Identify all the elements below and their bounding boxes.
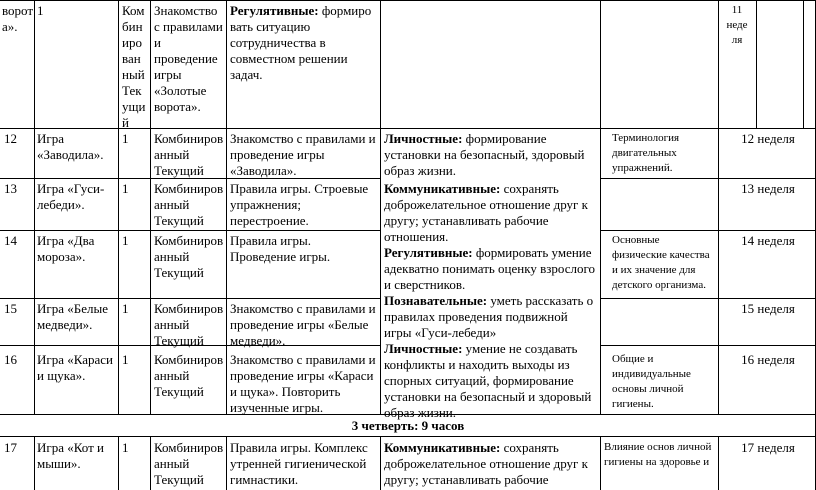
uud-text: формиро вать ситуацию сотрудничества в совместном решении задач. [230, 3, 372, 82]
week-cell: 14 неделя [741, 233, 795, 248]
table-row-divider [600, 298, 816, 299]
lesson-content-cell: Правила игры. Строевые упражнения; перестроение. [230, 181, 369, 228]
table-col-divider [600, 436, 601, 490]
uud-category-label: Коммуникативные: [384, 181, 501, 196]
table-row-divider [0, 436, 816, 437]
table-col-divider [600, 0, 601, 414]
table-col-divider [118, 0, 119, 414]
lesson-type-cell: Комбиниров анный Текущий [154, 440, 224, 487]
hours-cell: 1 [122, 301, 129, 316]
table-col-divider [803, 0, 804, 128]
knowledge-cell [604, 440, 716, 488]
week-cell: 12 неделя [741, 131, 795, 146]
lesson-number-cell: 15 [4, 301, 17, 316]
uud-text: сохранять доброжелательное отношение друг к другу; устанавливать рабочие [384, 440, 588, 487]
uud-text: уметь рассказать о правилах проведения подвижной игры «Гуси-лебеди» [384, 293, 594, 340]
lesson-name-cell: Игра «Два мороза». [37, 233, 95, 264]
week-cell: 11 неде ля [726, 4, 748, 46]
table-col-divider [226, 436, 227, 490]
uud-category-label: Личностные: [384, 131, 463, 146]
table-col-divider [150, 436, 151, 490]
lesson-type-cell: Ком бин иро ван ный Тек ущи й [122, 3, 146, 130]
table-row-divider [0, 230, 380, 231]
uud-cell [384, 181, 598, 421]
week-cell: 16 неделя [741, 352, 795, 367]
table-col-divider [150, 0, 151, 414]
week-cell: 15 неделя [741, 301, 795, 316]
table-row-divider [600, 345, 816, 346]
table-col-divider [718, 0, 719, 414]
uud-text: формирование установки на безопасный, здоровый образ жизни. [384, 131, 585, 178]
table-border [0, 0, 816, 1]
lesson-number-cell: 14 [4, 233, 17, 248]
lesson-content-cell: Знакомство с правилами и проведение игры «Караси и щука». Повторить изученные игры. [230, 352, 376, 415]
hours-cell: 1 [122, 233, 129, 248]
lesson-type-cell: Комбиниров анный Текущий [154, 301, 224, 348]
uud-cell [230, 3, 375, 83]
uud-category-label: Коммуникативные: [384, 440, 501, 455]
uud-category-label: Познавательные: [384, 293, 488, 308]
table-col-divider [226, 0, 227, 414]
knowledge-cell: Общие и индивидуальные основы личной гигиены. [612, 353, 691, 410]
week-cell: 13 неделя [741, 181, 795, 196]
table-col-divider [118, 436, 119, 490]
hours-cell: 1 [37, 3, 44, 18]
lesson-name-cell: Игра «Белые медведи». [37, 301, 108, 332]
knowledge-text: Влияние основ личной гигиены на здоровье и [604, 441, 712, 468]
table-col-divider [34, 0, 35, 414]
table-row-divider [600, 230, 816, 231]
table-row-divider [600, 178, 816, 179]
table-col-divider [380, 436, 381, 490]
knowledge-cell: Терминология двигательных упражнений. [612, 132, 680, 174]
lesson-content-cell: Знакомство с правилами и проведение игры «Белые медведи». [230, 301, 376, 348]
knowledge-cell: Основные физические качества и их значение для детского организма. [612, 234, 710, 291]
uud-cell [384, 131, 598, 179]
lesson-type-cell: Комбиниров анный Текущий [154, 131, 224, 178]
lesson-number-cell: 13 [4, 181, 17, 196]
uud-category-label: Регулятивные: [230, 3, 319, 18]
lesson-type-cell: Комбиниров анный Текущий [154, 352, 224, 399]
uud-text: умение не создавать конфликты и находить выходы из спорных ситуаций, формирование установки на безопасный и здоровый образ жизни. [384, 341, 592, 420]
lesson-content-cell: Знакомство с правилами и проведение игры «Заводила». [230, 131, 376, 178]
uud-cell [384, 440, 598, 488]
hours-cell: 1 [122, 131, 129, 146]
lesson-type-cell: Комбиниров анный Текущий [154, 233, 224, 280]
lesson-name-cell: Игра «Караси и щука». [37, 352, 114, 383]
table-col-divider [718, 436, 719, 490]
lesson-name-cell: Игра «Гуси-лебеди». [37, 181, 105, 212]
table-row-divider [0, 298, 380, 299]
table-col-divider [34, 436, 35, 490]
lesson-content-cell: Правила игры. Комплекс утренней гигиенической гимнастики. [230, 440, 368, 487]
uud-text: сохранять доброжелательное отношение друг к другу; устанавливать рабочие отношения. [384, 181, 588, 244]
hours-cell: 1 [122, 440, 129, 455]
week-cell: 17 неделя [741, 440, 795, 455]
section-title: 3 четверть: 9 часов [351, 418, 465, 433]
table-col-divider [380, 0, 381, 414]
lesson-content-cell: Правила игры. Проведение игры. [230, 233, 331, 264]
uud-text: формировать умение адекватно понимать оценку взрослого и сверстников. [384, 245, 595, 292]
lesson-number-cell: 16 [4, 352, 17, 367]
lesson-name-cell: Игра «Кот и мыши». [37, 440, 104, 471]
hours-cell: 1 [122, 352, 129, 367]
lesson-number-cell: 17 [4, 440, 17, 455]
uud-category-label: Личностные: [384, 341, 463, 356]
lesson-number-cell: 12 [4, 131, 17, 146]
lesson-content-cell: Знакомство с правилами и проведение игры «Золотые ворота». [154, 3, 223, 114]
uud-category-label: Регулятивные: [384, 245, 473, 260]
lesson-name-cell: ворот а». [2, 3, 34, 34]
lesson-type-cell: Комбиниров анный Текущий [154, 181, 224, 228]
table-col-divider [756, 0, 757, 128]
hours-cell: 1 [122, 181, 129, 196]
lesson-name-cell: Игра «Заводила». [37, 131, 104, 162]
